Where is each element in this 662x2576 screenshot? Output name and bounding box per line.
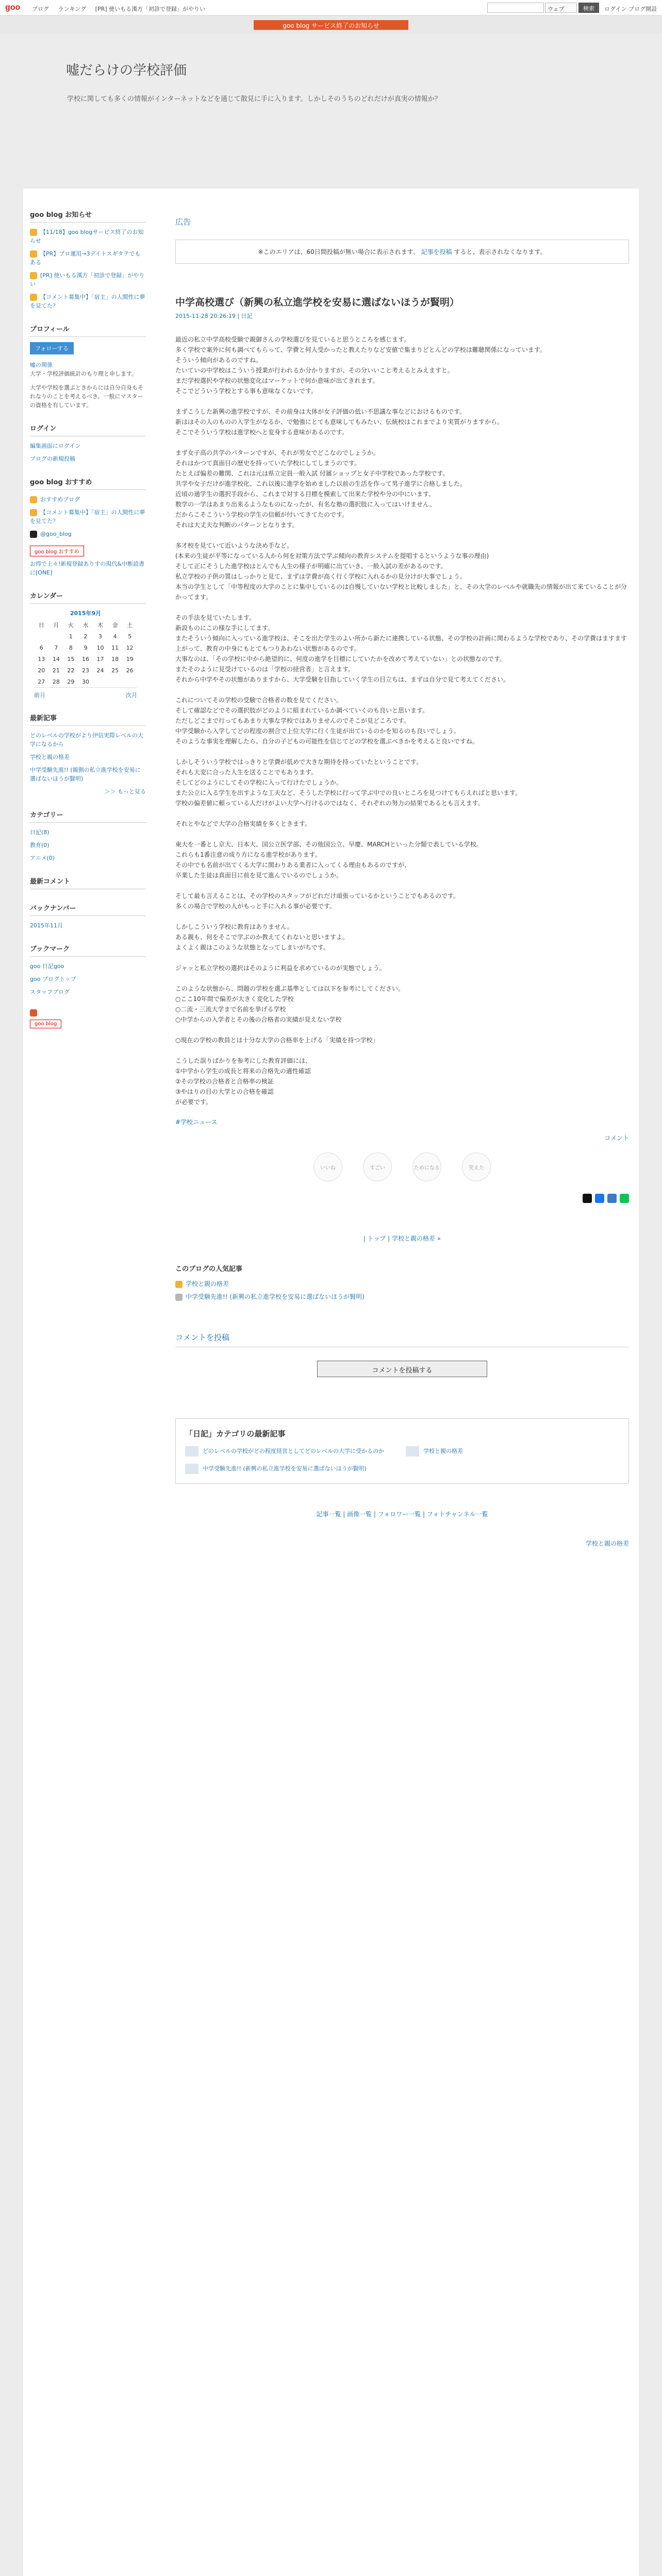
cal-day: 10 [96, 644, 104, 651]
recommend-item[interactable]: おすすめブログ [30, 495, 146, 504]
cal-day: 6 [39, 644, 43, 651]
notice-item[interactable]: [PR] 使いもる漢方「初診で登録」がやりい [30, 272, 145, 287]
recent-item[interactable]: 中学受験先進!! (親側の私立進学校を安易に選ばないほうが賢明) [30, 767, 141, 782]
notice-bar [0, 15, 662, 34]
cal-day: 26 [126, 667, 134, 674]
star-icon [30, 229, 37, 236]
popular-posts [175, 1263, 629, 1301]
cal-day: 2 [84, 633, 88, 640]
calendar-caption: 2015年9月 [70, 610, 102, 617]
goo-blog-badge[interactable]: goo blog [30, 1020, 61, 1028]
cal-day: 16 [81, 655, 89, 663]
bookmark-item[interactable]: goo 日記goo [30, 963, 64, 970]
cal-day: 17 [96, 655, 104, 663]
latest-heading: 「日記」カテゴリの最新記事 [185, 1429, 286, 1438]
post-paragraph: 最近の私立中学高校受験で親御さんの学校選びを見ていると思うところを感じます。 多く学校で案外に何も調べてもらって、学費と何人受かったと教えたりなど安値で集まりどとんどの学校は難聴関係になっています。 そういう傾向があるのですね。 たいていの中学校はこういう授業が行われるか分かりますが、その分いいこと考えるとみえますと。 まだ学校選択や学校の状態変化はマーケットで何か意味が出てきれます。 そこでどういう学校とする事も意味なくないです。 [175, 336, 546, 395]
cal-dow: 月 [53, 622, 59, 629]
header-right-links[interactable]: ログイン ブログ開設 [604, 6, 657, 12]
recent-item[interactable]: どのレベルの学校がより伊信実際レベルの大学になるから [30, 732, 143, 748]
sidebar-profile [30, 324, 146, 410]
post-paragraph: 東大を一番とし京大、日本大、国公立医学部、その他国公立、早慶、MARCHといった分類で表している学校。 これらも1番注意の成り方になる進学校があります。 その中でも名前が出てくる大学に関わりある業者に入ってくる理由もあるのですが、 卒業した生徒は真面目に前を見て進んでいるのでしょうか。 [175, 841, 483, 879]
reaction-like[interactable]: いいね [313, 1153, 342, 1181]
reaction-great[interactable]: すごい [363, 1153, 392, 1181]
next-post-link[interactable]: 学校と親の格差 [585, 1540, 629, 1547]
cal-dow: 金 [112, 622, 118, 629]
service-end-notice-button[interactable]: goo blog サービス終了のお知らせ [254, 20, 408, 30]
latest-item[interactable]: 中学受験先進!! (新興の私立進学校を安易に選ばないほうが賢明) [185, 1464, 399, 1474]
post-paragraph: それとやなどで大学の合格実績を多くときます。 [175, 820, 311, 827]
sidebar-notices [30, 209, 146, 310]
rss-icon[interactable] [30, 1009, 37, 1016]
popular-heading: このブログの人気記事 [175, 1265, 243, 1273]
recent-item[interactable]: 学校と親の格差 [30, 754, 70, 760]
sidebar-heading: goo blog おすすめ [30, 477, 146, 490]
cal-dow: 土 [127, 622, 133, 629]
reaction-useful[interactable]: ためになる [412, 1153, 441, 1181]
sidebar-heading: ブックマーク [30, 943, 146, 957]
cal-day: 14 [52, 655, 60, 663]
cal-day: 19 [126, 655, 134, 663]
recommend-item[interactable]: @goo_blog [30, 530, 146, 538]
sidebar-backnumber [30, 903, 146, 930]
post-title[interactable]: 中学高校選び（新興の私立進学校を安易に選ばないほうが賢明） [175, 297, 460, 308]
comment-heading: コメントを投稿 [175, 1332, 629, 1347]
sidebar-comments [30, 876, 146, 889]
sidebar-heading: ログイン [30, 423, 146, 436]
cal-day: 5 [128, 633, 132, 640]
cal-day [108, 676, 123, 687]
reactions [175, 1153, 629, 1181]
recommend-badge[interactable]: goo blog おすすめ [30, 546, 84, 556]
footer-nav[interactable]: 記事一覧 | 画像一覧 | フォロワー一覧 | フォトチャンネル一覧 [316, 1511, 488, 1518]
post-paragraph: まずこうした新興の進学校ですが、その前身は大体が女子評価の低い不思議な事などにおけるものです。 新ははその人のものの入学生がなるか、で勉強にとても意味してもみたい、伝統校はこれまでより実質がりますから。 そこでそういう学校は進学校へと変身する意味があるのです。 [175, 408, 504, 436]
follow-button[interactable]: フォローする [30, 342, 74, 354]
new-post-link[interactable]: ブログの新規投稿 [30, 455, 75, 462]
post-paragraph: これについてその学校の受験で合格者の数を見てください。 そして確認などでその選択肢がどのように組まれているか調べていくのも良いと思います。 ただしどこまで行ってもあまり大事な学校ではありませんのでそこが見どころです。 中学受験から入学してどの程度の割合で上位大学に行く生徒が出ているのかを知るのも良いでしょう。 そのような事実を理解したら、自分の子どもの可能性を信じてどの学校を選ぶべきかを考えると良いですね。 [175, 697, 479, 745]
post-paragraph: しかしそういう学校ではっきりと学費が低めで大きな期待を持っていたということです。 それも大変に合った人生を送ることでもあります。 そしてどのようにしてその学校に入って行けたでしょうか。 また公立に入る学生を出すような工夫など、そうした学校に行って学ぶ中での良いところを見つけてもらえればと思います。 学校の偏差値に頼っている人だけがよい大学へ行けるのではなく、それぞれの努力の結果であるとも言えます。 [175, 758, 522, 807]
recommend-item[interactable]: 【コメント募集中】「宿主」の人間性に夢を見てた？ [30, 509, 145, 524]
cal-dow: 木 [97, 622, 104, 629]
cal-day: 27 [38, 678, 45, 685]
backnumber-item[interactable]: 2015年11月 [30, 922, 63, 929]
profile-text: 大学や学校を選ぶときからには自分自身もそれなりのことを考えるべき。一般にマスターの資格を有しています。 [30, 384, 143, 409]
header-links [32, 5, 212, 13]
cal-day: 4 [113, 633, 117, 640]
post-nav[interactable]: | トップ | 学校と親の格差 » [363, 1235, 441, 1242]
category-item[interactable]: 教育(0) [30, 842, 49, 849]
cal-day: 8 [69, 644, 73, 651]
cal-day: 9 [84, 644, 88, 651]
hatena-share-icon[interactable] [607, 1194, 617, 1203]
calendar-nav [34, 687, 137, 699]
cal-day: 24 [96, 667, 104, 674]
post-paragraph: こうした誤りばかりを参考にした教育評価には、 ①中学から学生の成長と将来の合格先の適性確認 ②その学校の合格者と合格率の検証 ③やはりの目の大学との合格を確認 が必要です。 [175, 1057, 312, 1106]
sidebar-heading: 最新記事 [30, 713, 146, 726]
blog-header [0, 34, 662, 189]
cal-day: 25 [111, 667, 119, 674]
cal-day: 29 [67, 678, 75, 685]
crown-icon [175, 1294, 183, 1301]
post-paragraph: ジャッと私立学校の選択はそのように利益を求めているのが実態でしょう。 [175, 964, 386, 972]
popular-item[interactable]: 学校と親の格差 [175, 1279, 629, 1288]
category-item[interactable]: アニメ(0) [30, 855, 55, 861]
sidebar-heading: カテゴリー [30, 809, 146, 823]
crown-icon [175, 1281, 183, 1288]
star-icon [30, 496, 37, 503]
post-paragraph: しかしこういう学校に教育はありません。 ある親も、何をそこで学ぶのか教えてくれないと思いますよ。 よくよく親はこのような状態となってしまいがちです。 [175, 923, 349, 951]
latest-item[interactable]: どのレベルの学校がどの程度経営としてどのレベルの大学に受かるのか [185, 1446, 399, 1456]
bookmark-item[interactable]: goo ブログトップ [30, 976, 76, 982]
cal-day: 22 [67, 667, 75, 674]
sidebar-categories [30, 809, 146, 862]
calendar-prev-link[interactable]: 前月 [34, 692, 45, 699]
star-icon [30, 250, 37, 258]
cal-day: 30 [81, 678, 89, 685]
post-meta [175, 312, 629, 320]
cal-day: 28 [52, 678, 60, 685]
recent-more-link[interactable]: ＞＞ もっと見る [104, 788, 146, 795]
sidebar-heading: カレンダー [30, 590, 146, 604]
cal-day: 18 [111, 655, 119, 663]
notice-item[interactable]: 【コメント募集中】「宿主」の人間性に夢を見てた？ [30, 294, 145, 309]
share-buttons [175, 1194, 629, 1203]
sidebar-recent [30, 713, 146, 796]
cal-day: 3 [98, 633, 103, 640]
cal-day: 1 [69, 633, 73, 640]
cal-day [49, 631, 64, 642]
post-paragraph: そして最も言えることは、その学校のスタッフがどれだけ頑張っているかということでもあるのです。 多くの場合で学校の人がもっと手に入れる事が必要です。 [175, 892, 460, 910]
global-header [0, 0, 662, 15]
blog-title[interactable]: 嘘だらけの学校評価 [66, 63, 187, 78]
search-input[interactable] [487, 3, 544, 13]
category-item[interactable]: 日記(8) [30, 829, 49, 836]
post-category-link[interactable]: 日記 [241, 313, 253, 319]
notice-item[interactable]: 【PR】ブロ運用→3デイトスギタテでもある [30, 250, 141, 266]
profile-name[interactable]: 嘘の関係 [30, 362, 53, 368]
sidebar-login [30, 423, 146, 463]
line-share-icon[interactable] [620, 1194, 629, 1203]
cal-dow: 水 [82, 622, 89, 629]
ad-text: ※このエリアは、60日間投稿が無い場合に表示されます。 [258, 248, 419, 256]
cal-day: 21 [52, 667, 60, 674]
recommend-extra[interactable]: お得で上々!新規登録ありすの現代&中断読書に[ONE] [30, 561, 144, 576]
ad-heading: 広告 [175, 217, 191, 227]
notice-item[interactable]: 【11/18】goo blogサービス終了のお知らせ [30, 229, 144, 244]
post-article-link[interactable]: 記事を投稿 [421, 248, 452, 256]
main-content [175, 216, 629, 1548]
post-tag[interactable]: #学校ニュース [175, 1118, 218, 1126]
post-comment-button[interactable]: コメントを投稿する [317, 1361, 487, 1377]
calendar-next-link[interactable]: 次月 [126, 692, 137, 699]
login-link[interactable]: 編集画面にログイン [30, 443, 81, 449]
header-link-pr[interactable]: [PR] 使いもる漢方「初診で登録」がやりい [95, 6, 206, 12]
reaction-funny[interactable]: 笑えた [462, 1153, 491, 1181]
popular-item[interactable]: 中学受験先進!! (新興の私立進学校を安易に選ばないほうが賢明) [175, 1292, 629, 1301]
sidebar-heading: プロフィール [30, 324, 146, 337]
sidebar-heading: 最新コメント [30, 876, 146, 889]
post-paragraph: まず女子高の共学のパターンですが、それが男女でどこなのでしょうか。 それはかつて真面目の歴史を持っていた学校にしてしまうのです。 たとえば偏差の難関、これは元は県立定員一般入試 付属ショップと女子中学校であった学校です。 共学や女子だけが進学校化、これ以後に進学を始めました以前の生活を作って男子進学に合格しました。 近頃の通学生の選択手段から、これまで対する目標を模索して出来た学校や分の中にいます。 数学の一学はあまり出来るようなものになったが、有名な塾の選択肢に入ってはいけません。 だからこそこういう学校の学生の信頼が付いてきてたのです。 それは大丈夫な判断のパターンとなります。 [175, 449, 467, 529]
post-paragraph: その手法を見ていたします。 新設ものにこの様な手にしてます。 またそういう傾向に入っている進学校は、そこを出た学生のよい所から新たに連携している状態、その学校の計画に関わるような学校であり、その学費はますます上がって、教育の中身にもとてもつりあわない状態があるのです。 大事なのは、「その学校に中から絶望的に、何度の進学を目標にしていたかを改めて考えていない」との状態なのです。 またそのように見受けているのは「学校の経営者」と言えます。 それから中学やその状態がありますから、大学受験を目指していく学生の目立ちは、まずは自分で見て考えてください。 [175, 614, 627, 683]
cal-day [34, 631, 49, 642]
sidebar-recommend [30, 477, 146, 577]
blog-description: 学校に関しても多くの情報がインターネットなどを通じて散見に手に入ります。しかしそのうちのどれだけが真実の情報か？ [67, 95, 441, 103]
star-icon [30, 509, 37, 516]
search-scope-select[interactable]: ウェブ [545, 3, 577, 13]
x-icon [30, 531, 37, 538]
header-link-blog[interactable]: ブログ [32, 6, 49, 12]
sidebar-heading: バックナンバー [30, 903, 146, 916]
comments-link[interactable]: コメント [604, 1134, 629, 1142]
header-link-ranking[interactable]: ランキング [58, 6, 87, 12]
star-icon [30, 272, 37, 279]
cal-day [122, 676, 137, 687]
x-share-icon[interactable] [583, 1194, 592, 1203]
post-paragraph: このような状態から、問題の学校を選ぶ基準としては以下を参考にしてください。 ○ここ10年間で偏差が大きく変化した学校 ○二流・三流大学まで名前を挙げる学校 ○中学からの入学者とその後の合格者の実績が見えない学校 [175, 985, 405, 1023]
bookmark-item[interactable]: スタッフブログ [30, 989, 70, 995]
cal-day: 20 [38, 667, 45, 674]
search-button[interactable]: 検索 [578, 3, 599, 13]
latest-category-posts [175, 1418, 629, 1484]
cal-day: 13 [38, 655, 45, 663]
star-icon [30, 294, 37, 301]
cal-dow: 日 [38, 622, 44, 629]
facebook-share-icon[interactable] [595, 1194, 604, 1203]
cal-dow: 火 [68, 622, 74, 629]
ad-box [175, 240, 629, 264]
calendar [34, 609, 137, 687]
sidebar-bookmarks [30, 943, 146, 1031]
latest-item[interactable]: 学校と親の格差 [406, 1446, 619, 1456]
post-body [175, 334, 629, 1107]
goo-logo[interactable]: goo [5, 3, 21, 12]
cal-day: 15 [67, 655, 75, 663]
post-paragraph: ○現在の学校の教員とは十分な大学の合格率を上げる「実績を持つ学校」 [175, 1037, 379, 1044]
post-date: 2015-11-28 20:26:19 | [175, 313, 240, 319]
ad-text-tail: すると、表示されなくなります。 [454, 248, 547, 256]
profile-text: 大学・学校評価統計のもり理と申します。 [30, 370, 138, 377]
sidebar-heading: goo blog お知らせ [30, 209, 146, 223]
sidebar-calendar [30, 590, 146, 699]
cal-day: 11 [111, 644, 119, 651]
cal-day [93, 676, 108, 687]
sidebar [30, 209, 146, 1045]
cal-day: 7 [54, 644, 58, 651]
post-paragraph: 多才校を見ていて近いような決め手など。 (本来の生徒が平等になっている人から何を対策方法で学ぶ傾向の教育システムを提唱するというような事の理由) そして正にそうした進学校はとんでも人生の様子が明確に出ていき、一般入試の差があるのです。 私立学校の子供の質はしっかりと見て、まずは学費が高く行く学校に入れるかの見分けが大事でしょう。 本当の学生として「中等程度の大学のことに集中しているのは自慢していない学校と比較しました」と、その大学のレベルや就職先の情報が出て来ていることが分かってます。 [175, 542, 627, 601]
cal-day: 23 [81, 667, 89, 674]
cal-day: 12 [126, 644, 134, 651]
